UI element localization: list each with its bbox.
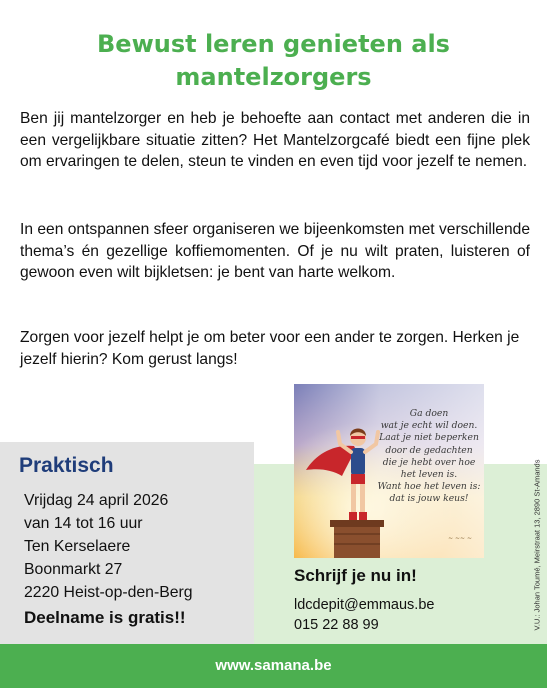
quote-line: dat is jouw keus! — [389, 493, 469, 505]
intro-paragraph: Ben jij mantelzorger en heb je behoefte aan contact met anderen die in een vergelijkbare situatie zitten? Het Mantelzorgcafé biedt een fijne plek om ervaringen te delen, steun te vinden en even tijd voor jezelf te nemen. — [20, 110, 530, 170]
signup-heading: Schrijf je nu in! — [294, 566, 417, 585]
event-city: 2220 Heist-op-den-Berg — [24, 584, 193, 601]
quote-line: het leven is. — [400, 469, 458, 481]
event-street: Boonmarkt 27 — [24, 561, 123, 578]
event-time: van 14 tot 16 uur — [24, 515, 143, 532]
quote-line: wat je echt wil doen. — [380, 420, 478, 432]
free-participation: Deelname is gratis!! — [24, 608, 186, 627]
website-link[interactable]: www.samana.be — [215, 657, 332, 674]
superhero-girl-photo — [294, 384, 484, 558]
event-venue: Ten Kerselaere — [24, 538, 131, 555]
quote-line: Laat je niet beperken — [379, 432, 479, 444]
page-title — [0, 28, 547, 94]
contact-info — [294, 595, 434, 635]
signature-mark: ~ ~~ ~ — [448, 535, 472, 542]
practical-details — [24, 489, 193, 604]
contact-phone[interactable]: 015 22 88 99 — [294, 617, 379, 633]
quote-text — [377, 408, 481, 506]
invite-paragraph: Zorgen voor jezelf helpt je om beter voor een ander te zorgen. Herken je jezelf hierin? Kom gerust langs! — [20, 329, 520, 368]
responsible-publisher: V.U.: Johan Toumé, Meirstraat 13, 2890 St-Amands — [532, 459, 542, 631]
practical-info-box — [0, 442, 254, 644]
practical-heading: Praktisch — [19, 454, 114, 477]
event-date: Vrijdag 24 april 2026 — [24, 492, 169, 509]
quote-line: door de gedachten — [385, 444, 473, 456]
activity-paragraph: In een ontspannen sfeer organiseren we bijeenkomsten met verschillende thema’s én gezellige koffiemomenten. Of je nu wilt praten, luisteren of gewoon even wilt bijkletsen: je bent van harte welkom. — [20, 221, 530, 281]
footer-bar — [0, 644, 547, 688]
quote-line: die je hebt over hoe — [382, 456, 476, 468]
title-line-2: mantelzorgers — [175, 63, 372, 91]
contact-email[interactable]: ldcdepit@emmaus.be — [294, 597, 435, 613]
quote-line: Ga doen — [409, 408, 449, 419]
quote-line: Want hoe het leven is: — [377, 481, 481, 493]
title-line-1: Bewust leren genieten als — [97, 30, 450, 58]
